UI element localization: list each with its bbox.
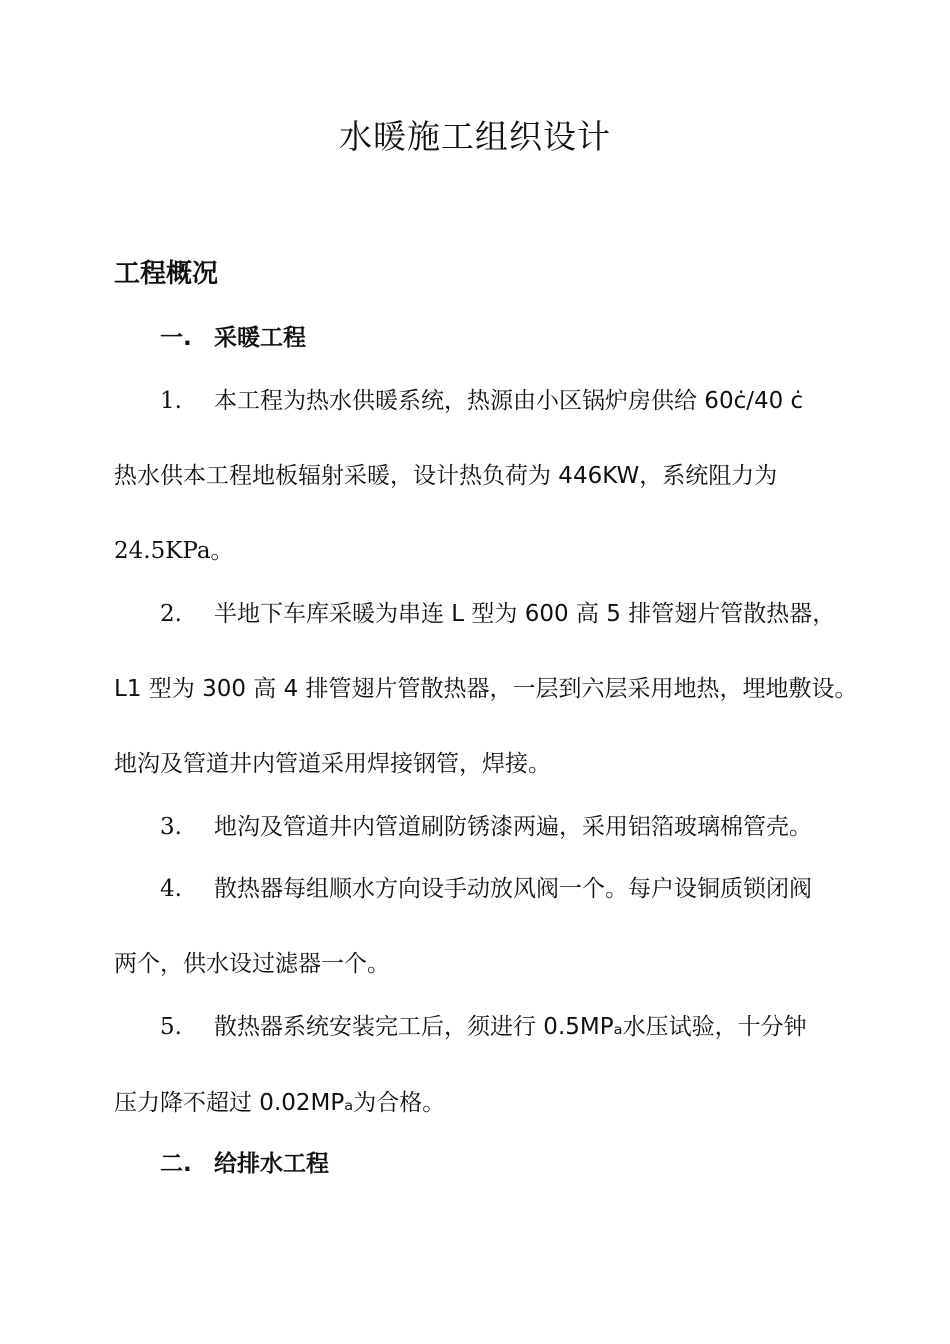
paragraph-line (114, 531, 234, 571)
paragraph-text: 散热器系统安装完工后，须进行 0.5MPₐ水压试验，十分钟 (214, 1014, 807, 1040)
item-number: 1. (160, 388, 182, 414)
paragraph-line (114, 944, 390, 984)
paragraph-line (114, 669, 858, 709)
paragraph-text: 半地下车库采暖为串连 L 型为 600 高 5 排管翅片管散热器， (214, 601, 836, 627)
subsection-heading-plumbing (160, 1144, 329, 1184)
paragraph-text: 压力降不超过 0.02MPₐ为合格。 (114, 1090, 446, 1116)
paragraph-text: 热水供本工程地板辐射采暖，设计热负荷为 446KW，系统阻力为 (114, 463, 778, 489)
subsection-heading-heating (160, 318, 306, 358)
paragraph-line (114, 1083, 445, 1123)
paragraph-line (160, 869, 812, 909)
paragraph-line (160, 1007, 807, 1047)
item-number: 3. (160, 814, 182, 840)
paragraph-text: 散热器每组顺水方向设手动放风阀一个。每户设铜质锁闭阀 (214, 876, 812, 902)
subsection-number: 二. (160, 1151, 192, 1177)
paragraph-text: 24.5KPa。 (114, 538, 234, 564)
paragraph-line (114, 744, 551, 784)
subsection-number: 一. (160, 325, 192, 351)
paragraph-text: 地沟及管道井内管道采用焊接钢管，焊接。 (114, 751, 551, 777)
paragraph-text: 两个，供水设过滤器一个。 (114, 951, 390, 977)
item-number: 5. (160, 1014, 182, 1040)
paragraph-line (160, 594, 835, 634)
item-number: 2. (160, 601, 182, 627)
section-heading: 工程概况 (114, 259, 219, 289)
paragraph-line (160, 807, 812, 847)
subsection-title: 给排水工程 (214, 1151, 329, 1177)
paragraph-text: 本工程为热水供暖系统，热源由小区锅炉房供给 60ċ/40 ċ (214, 388, 804, 414)
item-number: 4. (160, 876, 182, 902)
document-title: 水暖施工组织设计 (339, 117, 611, 156)
paragraph-line (114, 456, 777, 496)
subsection-title: 采暖工程 (214, 325, 306, 351)
paragraph-text: L1 型为 300 高 4 排管翅片管散热器，一层到六层采用地热，埋地敷设。 (114, 676, 858, 702)
paragraph-line (160, 381, 803, 421)
paragraph-text: 地沟及管道井内管道刷防锈漆两遍，采用铝箔玻璃棉管壳。 (214, 814, 812, 840)
